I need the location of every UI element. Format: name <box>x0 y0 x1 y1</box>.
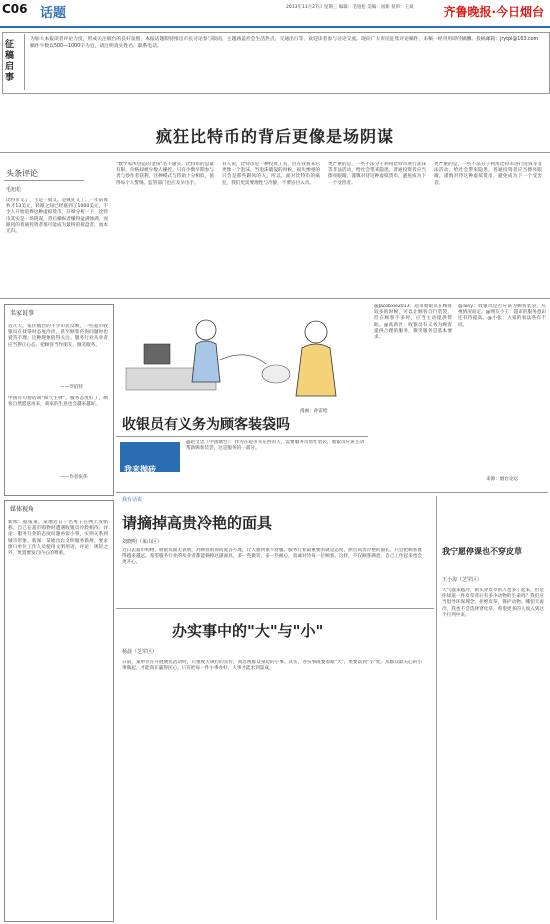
headline-rule <box>0 152 550 153</box>
story1-body: 近日去超市购物，收银员面无表情，对顾客的询问爱答不理，让人感到很不舒服。服务行业最重要的就是态度，摆出高贵冷艳的面孔，只会把顾客推得越来越远。希望服务行业的从业者都能摘掉这副面具，多一些微笑，多一些耐心，真诚对待每一位顾客。这样，不仅顾客满意，自己工作起来也会更开心。 <box>122 548 422 566</box>
section-code: C06 <box>2 2 28 16</box>
cartoon-illustration <box>116 304 368 408</box>
story1-title: 请摘掉高贵冷艳的面具 <box>122 514 273 532</box>
comments-column-2: @Tony：收银员是否应该为顾客装袋，应视情况而定。@网友小王：超市的服务意识还有待提高。@小张：大家的看法各有不同。 <box>458 304 546 328</box>
column-author: 毛旭松 <box>6 187 22 193</box>
column-label: 头条评论 <box>6 169 38 178</box>
sidebar-box-1-signature-2: ——作者张伟 <box>60 475 88 480</box>
lower-section-rule <box>116 492 548 493</box>
column3-body: 有人说，比特币是一种投资工具，但在我看来它更像一个泡沫。当泡沫破裂的时候，损失惨重的只会是那些跟风的人。所以，面对比特币的疯狂，我们更需要理性与冷静，不要盲目入市。 <box>222 162 320 186</box>
story1-author: 刘晓明（莱山区） <box>122 539 163 545</box>
story2-title: 办实事中的"大"与"小" <box>172 622 324 640</box>
section-rule <box>0 298 550 299</box>
sidebar-box-1-signature: ——罗伯特 <box>60 385 83 390</box>
sidebar-box-2-title: 媒体视角 <box>10 506 35 513</box>
comments-source: 来源：烟台论坛 <box>486 477 519 482</box>
comments-column-1: @Jacobxie2013：超市收银员在顾客较多的时候，可以让顾客自行装袋，但在顾客不多时，应当主动提供帮助。@高新区：收银员有义务为顾客提供合理的服务，微笑服务是基本要求。 <box>374 304 452 341</box>
sidebar-box-1-title: 名家说事 <box>10 310 35 317</box>
column5-body: 更严重的是，一些不法分子利用比特币进行洗钱等非法活动，给社会带来隐患。普通投资者应当擦亮眼睛，谨慎对待这种虚拟货币，避免成为下一个受害者。 <box>434 162 542 186</box>
sidebar-box-1-body: 近几天，家住烟台的不少市民反映，一些超市收银员在找零时态度冷淡，甚至顾客咨询问题时也爱答不理。这种现象值得关注。服务行业从业者应当摆正心态，把顾客当作朋友，微笑服务。 <box>8 324 108 348</box>
story3-author: 王小海（芝罘区） <box>442 577 483 583</box>
cartoon-credit: 漫画：孙雷绘 <box>300 409 328 414</box>
story2-body: 日前，某单位在开展便民活动时，只重视大项目的宣传，而忽视群众身边的小事。其实，办实事既要着眼"大"，更要落到"小"处。从群众最关心的小事做起，才能真正赢得民心。只有把每一件小事办好，大事才能水到渠成。 <box>122 660 422 672</box>
newspaper-brand: 齐鲁晚报·今日烟台 <box>443 5 544 19</box>
story3-body: 天气越来越冷，街头穿皮草的人也多了起来。但是你知道一件皮草背后有多少动物的生命吗？我们应当倡导环保理念，拒绝皮草，保护动物。哪怕天再冷，我也不会选择穿皮草，希望更多的人加入到这个行列中来。 <box>442 588 544 618</box>
cartoon-rule <box>116 436 368 437</box>
chat-text: @赵文忠（中国烟台）：作为在超市买东西的人，需要服务员帮忙装袋，收银员应该主动帮助顾客装袋，这是服务的一部分。 <box>186 440 364 452</box>
sidebar-box-2-body: 新闻：据报道，某地近日一名男子在网上发帖称，自己在超市购物时遭遇收银员冷脸相待。评论：服务行业的态度问题看似小事，实则关系到城市形象。新闻：某地出台文明服务新规，要求窗口单位工作人员使用文明用语。评论：规矩之外，更需要发自内心的尊重。 <box>8 520 108 557</box>
column2-body: "数学家所创造的金钱"名不副实。比特币的总量有限，价格却被少数人操控。只有少数早期参与者与炒作者获利，这种模式与传销十分相似，值得每个人警惕。监管部门也应及早出手。 <box>116 162 214 186</box>
column-divider <box>436 496 437 920</box>
story-divider <box>116 608 434 609</box>
column1-body: 比特币又了，不是一般又，是疯狂又了。一年前每枚才13美元，转眼之间已经涨到了1000美元，不少人开始追捧这种虚拟货币。仔细分析一下，比特币其实是一场阴谋，背后操纵者赚得盆满钵满，而跟风的普通投资者很可能成为最终的接盘者，血本无归。 <box>6 198 108 235</box>
section-name: 话题 <box>40 6 67 21</box>
story2-author: 杨晨（芝罘区） <box>122 649 158 655</box>
cartoon-caption: 收银员有义务为顾客装袋吗 <box>122 417 290 433</box>
notice-divider <box>24 34 25 90</box>
chat-label: 我来抛砖 <box>124 465 156 474</box>
date-line: 2013年11月27日 星期三 编辑：毛旭松 美编：国新 复审：王斌 <box>286 5 414 10</box>
headline: 疯狂比特币的背后更像是场阴谋 <box>155 127 394 146</box>
column-label-rule <box>4 180 84 181</box>
story3-title: 我宁愿停课也不穿皮草 <box>442 547 522 556</box>
sidebar-box-1-body-2: 中国有句俗话叫"和气生财"。服务态度好了，顾客自然愿意再来，商家的生意也会越来越好。 <box>8 396 108 408</box>
notice-label: 征稿启事 <box>5 40 15 83</box>
column4-body: 更严重的是，一些不法分子利用比特币进行洗钱等非法活动，给社会带来隐患。普通投资者应当擦亮眼睛，谨慎对待这种虚拟货币，避免成为下一个受害者。 <box>328 162 426 186</box>
notice-text: 为加大本报读者评论力度，形成关注烟台的良好氛围，本报话题版特推出市民讨论参与版面，主题涵盖社会生活热点、交通出行等，欢迎读者参与讨论交流。现向广大市民征集评论稿件，来稿一经刊用即付稿酬。投稿邮箱：jrytpl@163.com 稿件字数以500—1000字为宜，请注明真实姓名、联系电话。 <box>30 37 539 49</box>
story-tag: 我有话说 <box>122 497 143 503</box>
